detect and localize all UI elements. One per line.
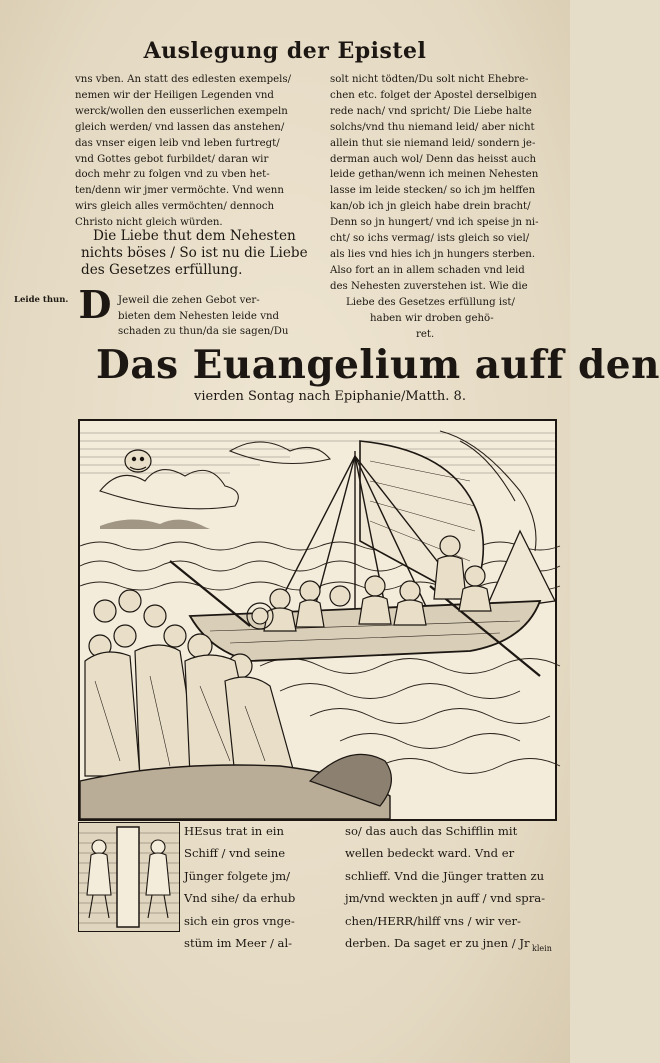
section-subtitle: vierden Sontag nach Epiphanie/Matth. 8. <box>194 389 466 404</box>
text-line: wellen bedeckt ward. Vnd er <box>345 846 515 861</box>
text-line: vns vben. An statt des edlesten exempels/ <box>75 74 292 85</box>
woodcut-illustration <box>78 419 557 821</box>
scripture-quote <box>81 228 323 279</box>
quote-line: nichts böses / So ist nu die Liebe <box>81 245 308 261</box>
decorated-initial-letter-i <box>79 823 179 931</box>
drop-capital-d: D <box>78 282 112 327</box>
text-line: Christo nicht gleich würden. <box>75 217 223 229</box>
left-text-column <box>75 72 315 231</box>
text-line: werck/wollen den eusserlichen exempeln <box>75 105 288 117</box>
quote-line: des Gesetzes erfüllung. <box>81 262 243 278</box>
decorated-initial <box>78 822 180 932</box>
text-line: cht/ so ichs vermag/ ists gleich so viel/ <box>330 233 530 245</box>
text-line: chen etc. folget der Apostel derselbigen <box>330 89 537 101</box>
section-title: Das Euangelium auff den <box>96 342 660 388</box>
right-text-column <box>330 72 555 342</box>
text-line: Schiff / vnd seine <box>184 846 286 861</box>
text-line: lasse im leide stecken/ so ich jm helffen <box>330 185 536 197</box>
text-line: so/ das auch das Schifflin mit <box>345 824 518 838</box>
text-line: chen/HERR/hilff vns / wir ver- <box>345 913 521 928</box>
text-line: derman auch wol/ Denn das heisst auch <box>330 153 537 165</box>
text-line: solt nicht tödten/Du solt nicht Ehebre- <box>330 74 529 85</box>
text-line: nemen wir der Heiligen Legenden vnd <box>75 89 274 101</box>
text-line: das vnser eigen leib vnd leben furtregt/ <box>75 137 280 149</box>
text-line: ret. <box>416 328 435 340</box>
text-line: wirs gleich alles vermöchten/ dennoch <box>75 201 275 213</box>
text-line: solchs/vnd thu niemand leid/ aber nicht <box>330 121 535 133</box>
text-line: rede nach/ vnd spricht/ Die Liebe halte <box>330 105 532 117</box>
text-line: doch mehr zu folgen vnd zu vben het- <box>75 169 270 181</box>
running-header: Auslegung der Epistel <box>143 38 427 64</box>
text-line: derben. Da saget er zu jnen / Jr <box>345 936 530 951</box>
quote-line: Die Liebe thut dem Nehesten <box>93 228 296 244</box>
gospel-text-right <box>345 820 545 954</box>
gospel-text-left <box>184 820 295 954</box>
marginal-note: Leide thun. <box>14 295 69 305</box>
paragraph-lede <box>118 293 288 340</box>
text-line: leide gethan/wenn ich meinen Nehesten <box>330 169 539 181</box>
text-line: bieten dem Nehesten leide vnd <box>118 310 280 322</box>
text-line: Jeweil die zehen Gebot ver- <box>118 295 260 306</box>
storm-at-sea-woodcut <box>80 421 555 819</box>
text-line: Jünger folgete jm/ <box>184 868 291 883</box>
catchword: klein <box>532 944 552 953</box>
text-line: HEsus trat in ein <box>184 824 284 838</box>
text-line: Also fort an in allem schaden vnd leid <box>330 264 525 276</box>
text-line: sich ein gros vnge- <box>184 913 295 928</box>
text-line: gleich werden/ vnd lassen das anstehen/ <box>75 121 285 133</box>
text-line: jm/vnd weckten jn auff / vnd spra- <box>345 891 546 906</box>
wind-face-icon <box>125 450 151 472</box>
text-line: Denn so jn hungert/ vnd ich speise jn ni- <box>330 217 539 229</box>
text-line: Vnd sihe/ da erhub <box>184 891 296 906</box>
text-line: allein thut sie niemand leid/ sondern je- <box>330 137 536 149</box>
text-line: des Nehesten zuverstehen ist. Wie die <box>330 280 528 292</box>
text-line: als lies vnd hies ich jn hungers sterben. <box>330 248 536 260</box>
text-line: Liebe des Gesetzes erfüllung ist/ <box>346 296 515 308</box>
text-line: schaden zu thun/da sie sagen/Du <box>118 326 289 338</box>
text-line: ten/denn wir jmer vermöchte. Vnd wenn <box>75 185 284 197</box>
text-line: haben wir droben gehö- <box>370 312 494 324</box>
text-line: vnd Gottes gebot furbildet/ daran wir <box>75 153 269 165</box>
text-line: kan/ob ich jn gleich habe drein bracht/ <box>330 201 531 213</box>
text-line: stüm im Meer / al- <box>184 936 293 951</box>
text-line: schlieff. Vnd die Jünger tratten zu <box>345 868 545 883</box>
